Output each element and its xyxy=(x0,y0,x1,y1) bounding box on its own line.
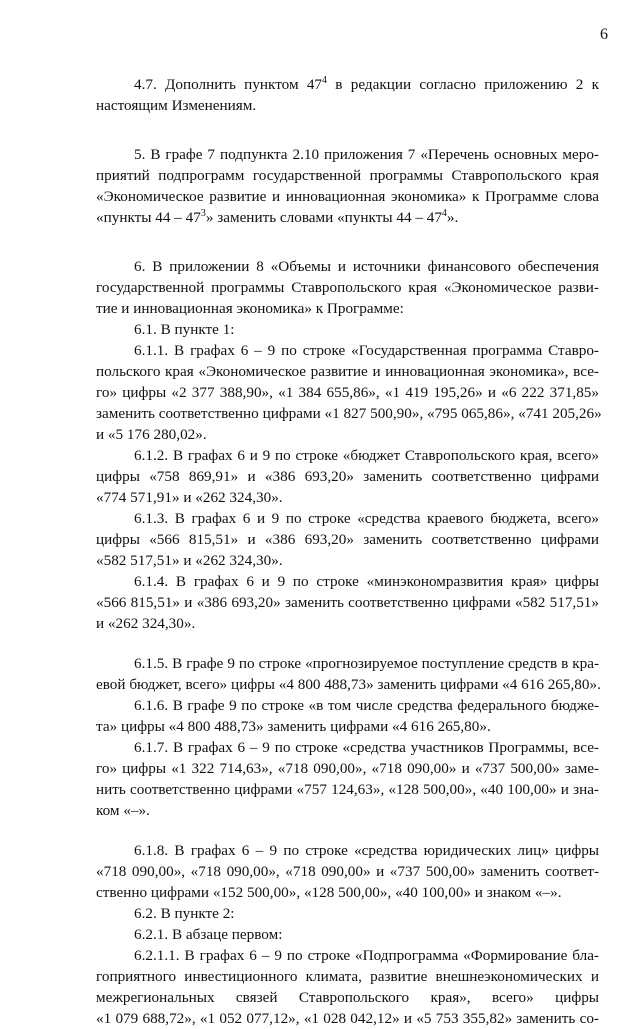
line-text: 6.1.8. В графах 6 – 9 по строке «средства юридических лиц» цифры xyxy=(134,842,599,859)
paragraph-gap xyxy=(96,116,599,144)
paragraph-gap xyxy=(96,821,599,840)
paragraph-gap xyxy=(96,228,599,256)
line-text: го» цифры «2 377 388,90», «1 384 655,86», «1 419 195,26» и «6 222 371,85» xyxy=(96,384,599,401)
line-text: 6.2.1. В абзаце первом: xyxy=(134,926,283,943)
superscript: 4 xyxy=(322,75,328,86)
text-line-p611-l2 xyxy=(96,361,599,382)
line-text: заменить соответственно цифрами «1 827 500,90», «795 065,86», «741 205,26» xyxy=(96,405,602,422)
text-line-p616-l2 xyxy=(96,716,599,737)
text-line-p617-l1 xyxy=(96,737,599,758)
line-text: «582 517,51» и «262 324,30». xyxy=(96,552,283,569)
text-line-p617-l2 xyxy=(96,758,599,779)
page-number: 6 xyxy=(600,26,608,43)
line-text: и «5 176 280,02». xyxy=(96,426,207,443)
text-line-p621-l1 xyxy=(96,924,599,945)
text-line-p613-l2 xyxy=(96,529,599,550)
text-line-p6211-l2 xyxy=(96,966,599,987)
text-line-p614-l2 xyxy=(96,592,599,613)
line-text: «774 571,91» и «262 324,30». xyxy=(96,489,283,506)
text-line-p6211-l3 xyxy=(96,987,599,1008)
line-text: цифры «566 815,51» и «386 693,20» заменить соответственно цифрами xyxy=(96,531,599,548)
line-text: «1 079 688,72», «1 052 077,12», «1 028 042,12» и «5 753 355,82» заменить со- xyxy=(96,1010,599,1027)
text-line-p5-l3 xyxy=(96,186,599,207)
line-text: тие и инновационная экономика» к Программе: xyxy=(96,300,404,317)
line-text: 6.1.2. В графах 6 и 9 по строке «бюджет Ставропольского края, всего» xyxy=(134,447,599,464)
superscript: 4 xyxy=(441,208,447,219)
text-line-p613-l1 xyxy=(96,508,599,529)
text-line-p47-l1 xyxy=(96,74,599,95)
text-line-p6-l1 xyxy=(96,256,599,277)
line-text: евой бюджет, всего» цифры «4 800 488,73» заменить цифрами «4 616 265,80». xyxy=(96,676,601,693)
text-line-p62-l1 xyxy=(96,903,599,924)
line-text: 6.1.3. В графах 6 и 9 по строке «средства краевого бюджета, всего» xyxy=(134,510,599,527)
line-text: та» цифры «4 800 488,73» заменить цифрами «4 616 265,80». xyxy=(96,718,491,735)
line-text: и «262 324,30». xyxy=(96,615,196,632)
text-line-p614-l1 xyxy=(96,571,599,592)
line-text: «566 815,51» и «386 693,20» заменить соответственно цифрами «582 517,51» xyxy=(96,594,599,611)
line-text: «Экономическое развитие и инновационная экономика» к Программе слова xyxy=(96,188,599,205)
text-line-p616-l1 xyxy=(96,695,599,716)
line-text: 6.1.7. В графах 6 – 9 по строке «средства участников Программы, все- xyxy=(134,739,599,756)
line-text: гоприятного инвестиционного климата, развитие внешнеэкономических и xyxy=(96,968,599,985)
line-text: ственно цифрами «152 500,00», «128 500,00», «40 100,00» и знаком «–». xyxy=(96,884,562,901)
text-line-p612-l3 xyxy=(96,487,599,508)
line-text: нить соответственно цифрами «757 124,63», «128 500,00», «40 100,00» и зна- xyxy=(96,781,599,798)
text-line-p618-l1 xyxy=(96,840,599,861)
document-body xyxy=(96,74,602,1029)
text-line-p618-l3 xyxy=(96,882,599,903)
line-text: 6.1.1. В графах 6 – 9 по строке «Государственная программа Ставро- xyxy=(134,342,599,359)
line-text: 6.2. В пункте 2: xyxy=(134,905,235,922)
line-text: 6.1.5. В графе 9 по строке «прогнозируемое поступление средств в кра- xyxy=(134,655,599,672)
line-text: государственной программы Ставропольского края «Экономическое разви- xyxy=(96,279,599,296)
line-text: «пункты 44 – 47 xyxy=(96,209,201,226)
text-line-p6211-l1 xyxy=(96,945,599,966)
line-text: межрегиональных связей Ставропольского края», всего» цифры xyxy=(96,989,599,1006)
line-text: ком «–». xyxy=(96,802,150,819)
line-text: цифры «758 869,91» и «386 693,20» заменить соответственно цифрами xyxy=(96,468,599,485)
line-text-continued: ». xyxy=(446,209,459,226)
text-line-p611-l3 xyxy=(96,382,599,403)
line-text: 4.7. Дополнить пунктом 47 xyxy=(134,76,323,93)
text-line-p612-l1 xyxy=(96,445,599,466)
line-text: 6.2.1.1. В графах 6 – 9 по строке «Подпрограмма «Формирование бла- xyxy=(134,947,599,964)
text-line-p615-l2 xyxy=(96,674,599,695)
text-line-p5-l4 xyxy=(96,207,599,228)
line-text: 6. В приложении 8 «Объемы и источники финансового обеспечения xyxy=(134,258,599,275)
text-line-p612-l2 xyxy=(96,466,599,487)
line-text-continued: » заменить словами «пункты 44 – 47 xyxy=(205,209,442,226)
text-line-p614-l3 xyxy=(96,613,599,634)
paragraph-gap xyxy=(96,634,599,653)
text-line-p611-l1 xyxy=(96,340,599,361)
text-line-p617-l3 xyxy=(96,779,599,800)
line-text: 6.1.6. В графе 9 по строке «в том числе средства федерального бюдже- xyxy=(134,697,599,714)
line-text: 5. В графе 7 подпункта 2.10 приложения 7 «Перечень основных меро- xyxy=(134,146,599,163)
text-line-p6211-l4 xyxy=(96,1008,599,1029)
text-line-p47-l2 xyxy=(96,95,599,116)
line-text-continued: в редакции согласно приложению 2 к xyxy=(327,76,599,93)
text-line-p618-l2 xyxy=(96,861,599,882)
line-text: настоящим Изменениям. xyxy=(96,97,257,114)
text-line-p5-l2 xyxy=(96,165,599,186)
text-line-p611-l4 xyxy=(96,403,602,424)
line-text: «718 090,00», «718 090,00», «718 090,00» и «737 500,00» заменить соответ- xyxy=(96,863,599,880)
superscript: 3 xyxy=(200,208,206,219)
line-text: го» цифры «1 322 714,63», «718 090,00», «718 090,00» и «737 500,00» заме- xyxy=(96,760,599,777)
text-line-p611-l5 xyxy=(96,424,599,445)
line-text: 6.1.4. В графах 6 и 9 по строке «минэкономразвития края» цифры xyxy=(134,573,599,590)
text-line-p6-l2 xyxy=(96,277,599,298)
line-text: приятий подпрограмм государственной программы Ставропольского края xyxy=(96,167,599,184)
text-line-p6-l3 xyxy=(96,298,599,319)
text-line-p5-l1 xyxy=(96,144,599,165)
text-line-p617-l4 xyxy=(96,800,599,821)
line-text: 6.1. В пункте 1: xyxy=(134,321,235,338)
text-line-p61-l1 xyxy=(96,319,599,340)
line-text: польского края «Экономическое развитие и инновационная экономика», все- xyxy=(96,363,599,380)
text-line-p613-l3 xyxy=(96,550,599,571)
text-line-p615-l1 xyxy=(96,653,599,674)
